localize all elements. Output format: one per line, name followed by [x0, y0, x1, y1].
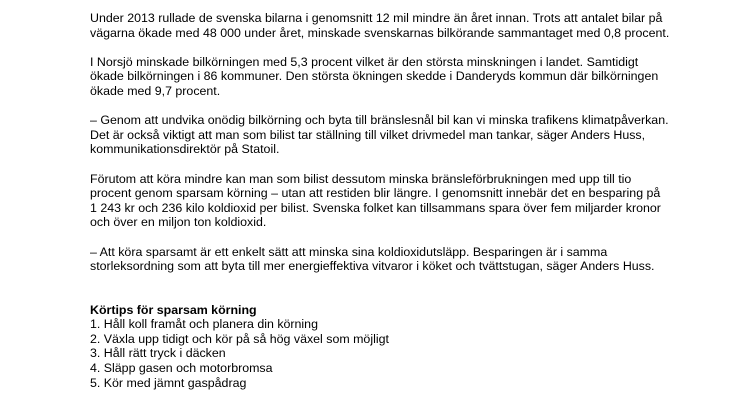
document-page [90, 11, 670, 390]
list-item: 5. Kör med jämnt gaspådrag [90, 375, 247, 390]
list-item: 3. Håll rätt tryck i däcken [90, 346, 226, 361]
list-item: 2. Växla upp tidigt och kör på så hög växel som möjligt [90, 331, 389, 346]
paragraph-norsjo: I Norsjö minskade bilkörningen med 5,3 procent vilket är den största minskningen i landet. Samtidigt ökade bilkörningen i 86 kommuner. Den största ökningen skedde i Danderyds kommun där bilkörningen ökade med 9,7 procent. [90, 54, 659, 98]
paragraph-fuel-savings: Förutom att köra mindre kan man som bilist dessutom minska bränsleförbrukningen med upp till tio procent genom sparsam körning – utan att restiden blir längre. I genomsnitt innebär det en besparing på 1 243 kr och 236 kilo koldioxid per bilist. Svenska folket kan tillsammans spara över fem miljarder kronor och över en miljon ton koldioxid. [90, 171, 661, 230]
paragraph-intro: Under 2013 rullade de svenska bilarna i genomsnitt 12 mil mindre än året innan. Trots att antalet bilar på vägarna ökade med 48 000 under året, minskade svenskarnas bilkörande sammantaget med 0,8 procent. [90, 11, 670, 40]
paragraph-quote-climate: – Genom att undvika onödig bilkörning och byta till bränslesnål bil kan vi minska trafikens klimatpåverkan. Det är också viktigt att man som bilist tar ställning till vilket drivmedel man tankar, säger Anders Huss, kommunikationsdirektör på Statoil. [90, 113, 669, 157]
tips-heading: Körtips för sparsam körning [90, 302, 257, 317]
tips-list [90, 317, 670, 390]
list-item: 4. Släpp gasen och motorbromsa [90, 361, 273, 376]
paragraph-quote-emissions: – Att köra sparsamt är ett enkelt sätt att minska sina koldioxidutsläpp. Besparingen är i samma storleksordning som att byta till mer energieffektiva vitvaror i köket och tvättstugan, säger Anders Huss. [90, 244, 655, 274]
list-item: 1. Håll koll framåt och planera din körning [90, 317, 318, 332]
